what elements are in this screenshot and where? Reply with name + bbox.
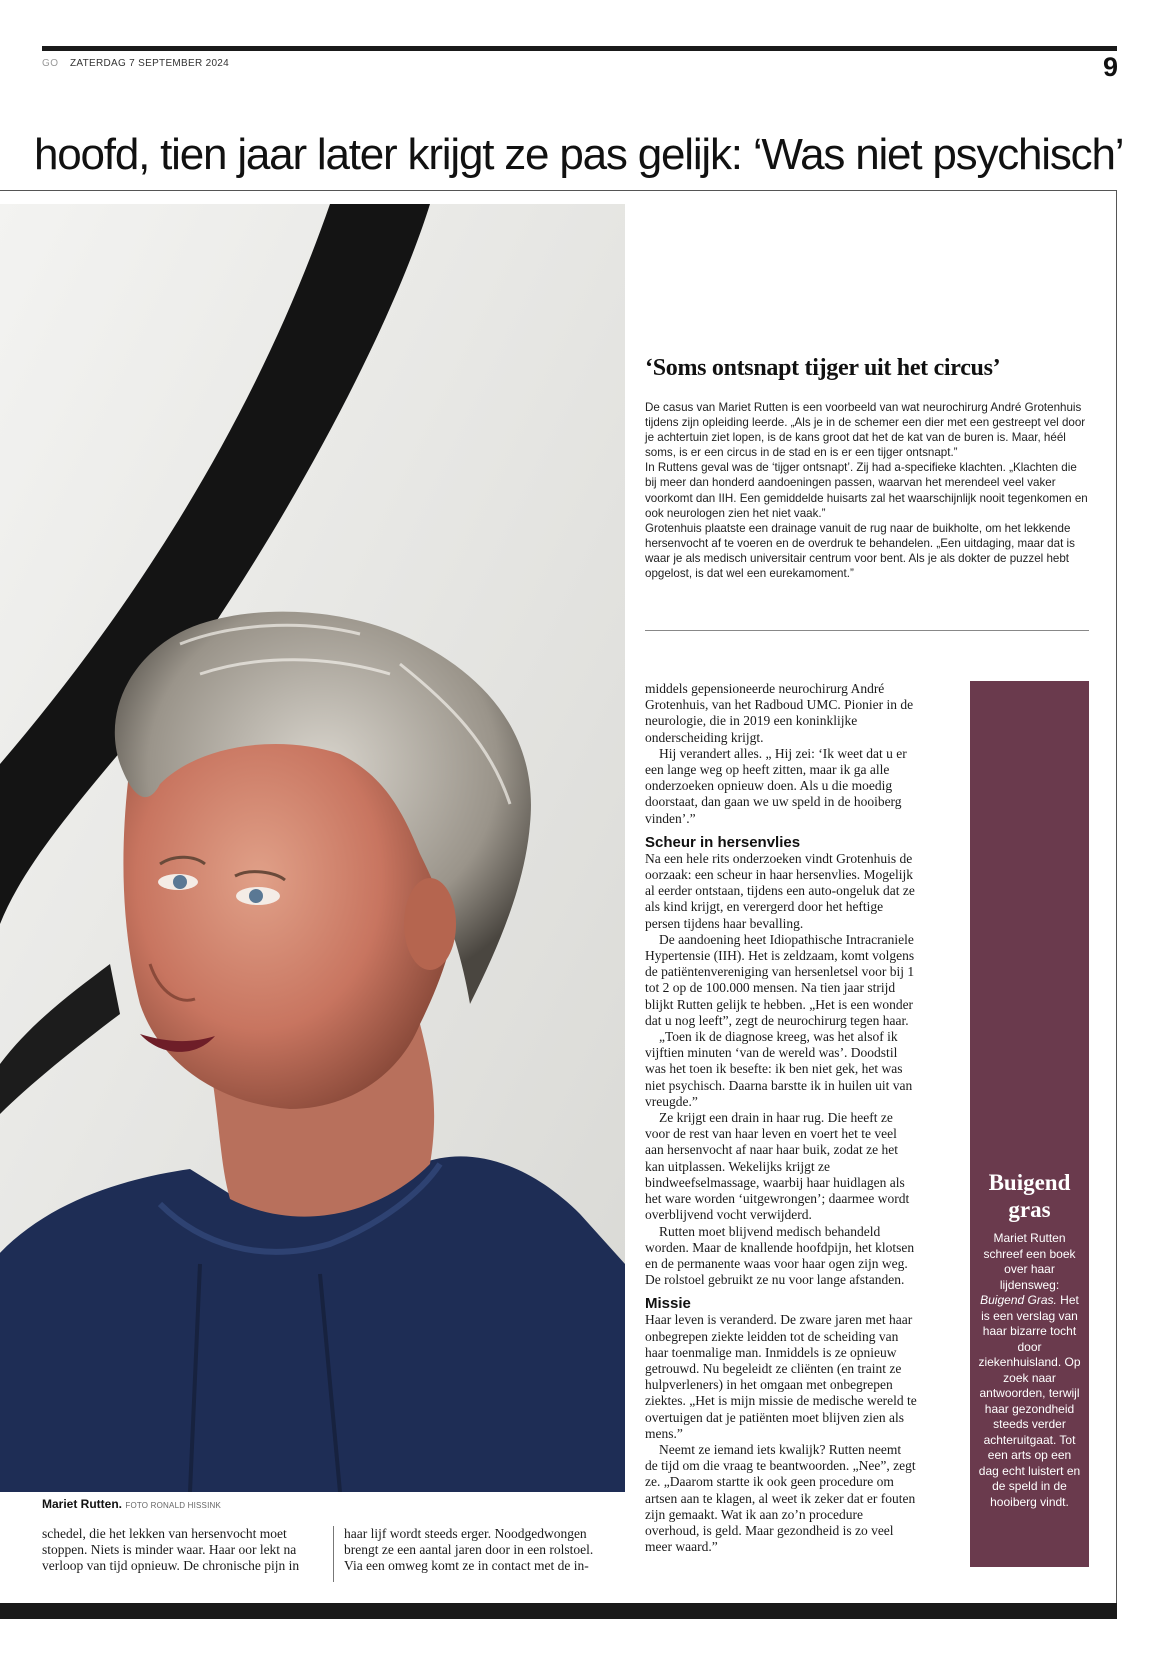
- bottom-rule: [0, 1603, 1117, 1619]
- column-divider: [333, 1526, 334, 1582]
- sidebar-title: Buigend gras: [988, 1170, 1071, 1222]
- portrait-photo: [0, 204, 625, 1492]
- top-rule: [42, 46, 1117, 51]
- sidebar-text-before: Mariet Rutten schreef een boek over haar lijdensweg:: [983, 1231, 1076, 1292]
- photo-credit: FOTO RONALD HISSINK: [125, 1501, 222, 1510]
- box-paragraph: De casus van Mariet Rutten is een voorbeeld van wat neurochirurg André Grotenhuis tijdens zijn opleiding leerde. „Als je in de schemer een dier met een gestreept vel door je achtertuin ziet lopen, is de kans groot dat het de kat van de buren is. Maar, héél soms, is er een circus in de stad en is er een tijger ontsnapt.”: [645, 401, 1086, 460]
- subheading: Scheur in hersenvlies: [645, 833, 801, 851]
- box-paragraph: Grotenhuis plaatste een drainage vanuit de rug naar de buikholte, om het lekkende hersenvocht af te voeren en de overdruk te behandelen. „Een uitdaging, maar dat is waar je als medisch universitair centrum voor bent. Als je als dokter de puzzel hebt opgelost, is dat wel een eurekamoment.”: [645, 521, 1075, 581]
- body-column-right: [645, 681, 917, 1555]
- sidebar-text-after: Het is een verslag van haar bizarre tocht door ziekenhuisland. Op zoek naar antwoorden, terwijl haar gezondheid steeds verder achteruitgaat. Tot een arts op een dag echt luistert en de speld in de hooiberg vindt.: [978, 1293, 1081, 1509]
- book-title: Buigend Gras.: [980, 1293, 1057, 1307]
- body-paragraph: Neemt ze iemand iets kwalijk? Rutten neemt de tijd om die vraag te beantwoorden. „Nee”, zegt ze. „Daarom startte ik ook geen procedure om artsen aan te klagen, al weet ik zeker dat er fouten zijn gemaakt. Wat ik aan zo’n procedure overhoud, is geld. Maar gezondheid is zo veel meer waard.”: [645, 1441, 916, 1555]
- body-paragraph: „Toen ik de diagnose kreeg, was het alsof ik vijftien minuten ‘van de wereld was’. Doodstil was het toen ik besefte: ik ben niet gek, het was niet psychisch. Daarna barstte ik in huilen uit van vreugde.”: [645, 1029, 913, 1109]
- section-label: GO: [42, 58, 59, 69]
- body-paragraph: schedel, die het lekken van hersenvocht moet stoppen. Niets is minder waar. Haar oor lekt na verloop van tijd opnieuw. De chronische pijn in: [42, 1526, 300, 1574]
- book-sidebar: [970, 681, 1089, 1567]
- photo-caption: [42, 1497, 221, 1511]
- body-paragraph: Haar leven is veranderd. De zware jaren met haar onbegrepen ziekte leidden tot de scheiding van haar toenmalige man. Inmiddels is ze opnieuw getrouwd. Nu begeleidt ze cliënten (en traint ze hulpverleners) in het omgaan met onbegrepen ziektes. „Het is mijn missie de medische wereld te overtuigen dat je patiënten moet blijven zien als mens.”: [645, 1312, 917, 1441]
- headline: hoofd, tien jaar later krijgt ze pas gelijk: ‘Was niet psychisch’: [34, 130, 1124, 179]
- portrait-illustration: [0, 204, 625, 1492]
- issue-date: ZATERDAG 7 SEPTEMBER 2024: [70, 58, 230, 69]
- body-paragraph: Hij verandert alles. „ Hij zei: ‘Ik weet dat u er een lange weg op heeft zitten, maar ik ga alle onderzoeken opnieuw doen. Als u die moedig doorstaat, dan gaan we uw speld in de hooiberg vinden’.”: [645, 745, 907, 826]
- body-paragraph: Rutten moet blijvend medisch behandeld worden. Maar de knallende hoofdpijn, het klotsen en de permanente waas voor haar ogen zijn weg. De rolstoel gebruikt ze nu voor lange afstanden.: [645, 1223, 915, 1288]
- body-paragraph: De aandoening heet Idiopathische Intracraniele Hypertensie (IIH). Het is zeldzaam, komt volgens de patiëntenvereniging van hersenletsel voor bij 1 tot 2 op de 100.000 mensen. Na tien jaar strijd blijkt Rutten gelijk te hebben. „Het is een wonder dat u nog leeft”, zegt de neurochirurg tegen haar.: [645, 931, 915, 1028]
- sidebar-text: [978, 1231, 1081, 1510]
- caption-name: Mariet Rutten.: [42, 1497, 123, 1511]
- page-number: 9: [1102, 52, 1118, 82]
- body-column-left: [42, 1526, 322, 1575]
- box-title: ‘Soms ontsnapt tijger uit het circus’: [645, 355, 1001, 381]
- quote-box: [645, 355, 1090, 581]
- box-rule: [645, 630, 1089, 631]
- body-paragraph: Ze krijgt een drain in haar rug. Die heeft ze voor de rest van haar leven en voert het te veel aan hersenvocht af naar haar buik, zodat ze het kan uitplassen. Wekelijks krijgt ze bindweefselmassage, waarbij haar huidlagen als het ware worden ‘uitgewrongen’; daarmee wordt overblijvend vocht verwijderd.: [645, 1110, 910, 1223]
- body-paragraph: Na een hele rits onderzoeken vindt Grotenhuis de oorzaak: een scheur in haar hersenvlies. Mogelijk al eerder ontstaan, tijdens een auto-ongeluk dat ze als kind krijgt, en verergerd door het heftige persen tijdens haar bevalling.: [645, 850, 915, 931]
- body-column-middle: [344, 1526, 614, 1575]
- body-paragraph: middels gepensioneerde neurochirurg André Grotenhuis, van het Radboud UMC. Pionier in de neurologie, die in 2019 een koninklijke onderscheiding krijgt.: [645, 681, 914, 745]
- subheading: Missie: [645, 1295, 691, 1313]
- body-paragraph: haar lijf wordt steeds erger. Noodgedwongen brengt ze een aantal jaren door in een rolstoel. Via een omweg komt ze in contact met de in-: [344, 1526, 594, 1574]
- box-paragraph: In Ruttens geval was de ‘tijger ontsnapt’. Zij had a-specifieke klachten. „Klachten die bij meer dan honderd aandoeningen passen, waarvan het merendeel veel vaker voorkomt dan IIH. Een gemiddelde huisarts zal het waarschijnlijk nooit tegenkomen en ook neurologen zien het niet vaak.”: [645, 461, 1088, 520]
